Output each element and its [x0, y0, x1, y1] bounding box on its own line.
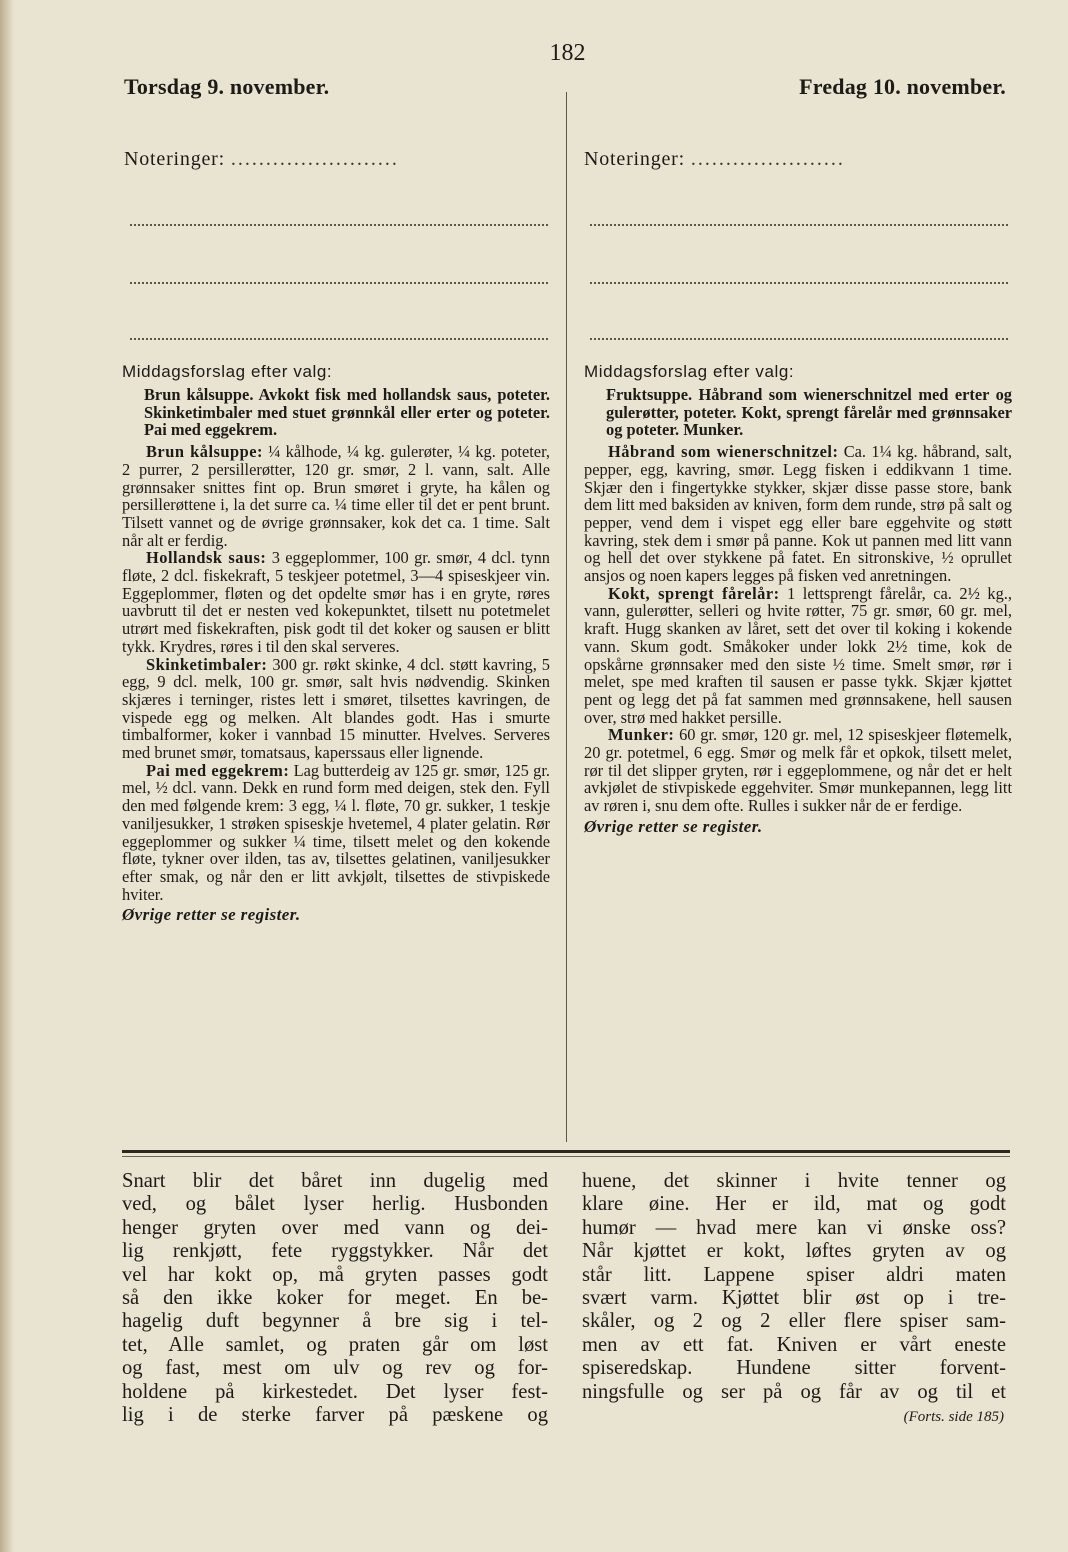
recipe-text: 300 gr. røkt skinke, 4 dcl. støtt kavring, 5 egg, 9 dcl. melk, 100 gr. smør, salt hvis nødvendig. Skinken skjæres i terninger, ristes lett i smøret, tilsettes kavringen, de vispede egg og melken. Alt blandes godt. Has i smurte timbalformer, koker i vannbad 15 minutter. Hvelves. Serveres med brunet smør, tomatsaus, kaperssaus eller lignende.: [122, 654, 551, 763]
story-line: står litt. Lappene spiser aldri maten: [582, 1263, 1006, 1286]
story-right-column: [582, 1170, 1006, 1429]
story-line: Når kjøttet er kokt, løftes gryten av og: [582, 1240, 1006, 1263]
left-dinner-suggestions: [122, 362, 550, 925]
story-line: lig i de sterke farver på pæskene og: [122, 1404, 548, 1427]
story-left-column: [122, 1170, 548, 1427]
recipe-name: Munker:: [608, 725, 675, 745]
recipe-brun-kalsuppe: [122, 443, 550, 549]
recipe-text: Lag butterdeig av 125 gr. smør, 125 gr. mel, ½ dcl. vann. Dekk en rund form med deigen, stek den. Fyll den med følgende krem: 3 egg, ¼ l. fløte, 70 gr. sukker, 1 teskje vaniljesukker, 1 strøken spiseskje hvetemel, 4 plater gelatin. Rør eggeplommer og sukker ¼ time, tilsett melet og den kokende fløte, tykner over ilden, tas av, tilsettes gelatinen, vaniljesukker efter smak, og når den er litt avkjølt, tilsettes de stivpiskede hviter.: [122, 760, 550, 904]
story-line: klare øine. Her er ild, mat og godt: [582, 1193, 1006, 1216]
story-line: Snart blir det båret inn dugelig med: [122, 1170, 548, 1192]
right-notes-line-1: [590, 224, 1008, 226]
left-notes-line-3: [130, 338, 548, 340]
right-see-register-note: Øvrige retter se register.: [584, 816, 763, 836]
story-line: ved, og bålet lyser herlig. Husbonden: [122, 1193, 548, 1216]
story-line: skåler, og 2 og 2 eller flere spiser sam-: [582, 1310, 1006, 1333]
story-line: huene, det skinner i hvite tenner og: [582, 1170, 1006, 1192]
right-notes-label-text: Noteringer:: [584, 148, 685, 170]
story-line: lig renkjøtt, fete ryggstykker. Når det: [122, 1240, 548, 1263]
right-dinner-suggestions: [584, 362, 1012, 837]
left-suggestions-heading: Middagsforslag efter valg:: [122, 362, 333, 381]
recipe-text: 60 gr. smør, 120 gr. mel, 12 spiseskjeer fløtemelk, 20 gr. potetmel, 6 egg. Smør og melk får et opkok, tilsett melet, rør til det slipper gryten, rør i eggeplommene, og når det er helt avkjølet de stivpiskede eggehviter. Smør munkepannen, legg litt av røren i, snu dem ofte. Rulles i sukker når de er ferdige.: [584, 725, 1012, 816]
recipe-text: 1 lettsprengt fårelår, ca. 2½ kg., vann, gulerøtter, selleri og hvite røtter, 75 gr. smør, 60 gr. mel, kraft. Hugg skanken av låret, sett det over til koking i kokende vann. Skum godt. Småkoker under lokk 2½ time, kok de opskårne grønnsaker med den siste ½ time. Smelt smør, rør i melet, spe med kraften til sausen er passe tykk. Skjær kjøttet pent og legg det på fat sammen med grønnsakene, hell sausen over, strø med hakket persille.: [584, 583, 1012, 727]
recipe-name: Pai med eggekrem:: [146, 760, 290, 780]
column-divider: [566, 92, 567, 1142]
left-notes-line-2: [130, 282, 548, 284]
recipe-habrand-wienerschnitzel: [584, 443, 1012, 585]
right-suggestions-heading: Middagsforslag efter valg:: [584, 362, 795, 381]
left-see-register-note: Øvrige retter se register.: [122, 905, 301, 925]
page-number: 182: [549, 40, 586, 66]
right-menu-summary: Fruktsuppe. Håbrand som wienerschnitzel med erter og gulerøtter, poteter. Kokt, sprengt fårelår med grønnsaker og poteter. Munker.: [606, 385, 1012, 440]
story-line: og fast, mest om ulv og rev og for-: [122, 1357, 548, 1380]
story-line: holdene på kirkestedet. Det lyser fest-: [122, 1380, 548, 1403]
recipe-kokt-sprengt-farelar: [584, 585, 1012, 727]
recipe-hollandsk-saus: [122, 549, 550, 655]
left-day-column: [124, 74, 552, 340]
recipe-text: 3 eggeplommer, 100 gr. smør, 4 dcl. tynn fløte, 2 dcl. fiskekraft, 5 teskjeer potetmel, 3—4 spiseskjeer vin. Eggeplommer, fløten og det opdelte smør has i en gryte, røres uavbrutt til det er nesten ved kokepunktet, tilsett nu potetmelet utrørt med fiskekraften, pisk godt til det koker og sausen er blitt tykk. Krydres, røres i til den skal serveres.: [122, 548, 550, 656]
story-line: så den ikke koker for meget. En be-: [122, 1287, 548, 1310]
recipe-text: ¼ kålhode, ¼ kg. gulerøter, ¼ kg. poteter, 2 purrer, 2 persillerøtter, 120 gr. smør, 2 l. vann, salt. Alle grønnsaker snittes fint op. Brun smøret i gryte, ha kålen og persillerøttene i, la det surre ca. ¼ time eller til det er pent brunt. Tilsett vannet og de øvrige grønnsaker, kok det ca. 1 time. Salt når alt er ferdig.: [122, 442, 550, 550]
story-line: spiseredskap. Hundene sitter forvent-: [582, 1357, 1006, 1380]
left-day-title: Torsdag 9. november.: [124, 74, 330, 99]
recipe-pai-med-eggekrem: [122, 762, 550, 904]
right-notes-line-2: [590, 282, 1008, 284]
recipe-munker: [584, 726, 1012, 815]
recipe-name: Brun kålsuppe:: [146, 442, 263, 462]
story-line: humør — hvad mere kan vi ønske oss?: [582, 1216, 1006, 1239]
left-notes-line-1: [130, 224, 548, 226]
left-notes-label: [124, 148, 552, 182]
recipe-name: Håbrand som wienerschnitzel:: [608, 442, 839, 462]
story-line: ningsfulle og ser på og får av og til et: [582, 1380, 1006, 1403]
recipe-text: Ca. 1¼ kg. håbrand, salt, pepper, egg, kavring, smør. Legg fisken i eddikvann 1 time. Skjær den i fingertykke stykker, skjær disse passe store, bank dem litt med baksiden av kniven, form dem runde, strø på salt og pepper, vend dem i vispet egg eller bare eggehvite og støtt kavring, stek dem i smør på panne. Kok ut pannen med litt vann og hell det over stykkene på fatet. En sitronskive, ½ oprullet ansjos og noen kapers legges på fisken ved anretningen.: [584, 442, 1012, 586]
left-menu-summary: Brun kålsuppe. Avkokt fisk med hollandsk saus, poteter. Skinketimbaler med stuet grønnkål eller erter og poteter. Pai med eggekrem.: [144, 385, 550, 440]
right-day-column: [584, 74, 1012, 340]
right-day-title: Fredag 10. november.: [799, 74, 1006, 99]
recipe-name: Hollandsk saus:: [146, 548, 267, 568]
story-line: tet, Alle samlet, og praten går om løst: [122, 1333, 548, 1356]
recipe-name: Skinketimbaler:: [146, 654, 268, 674]
left-notes-label-text: Noteringer:: [124, 148, 225, 170]
story-line: vel har kokt op, må gryten passes godt: [122, 1263, 548, 1286]
right-notes-dots: ......................: [690, 148, 845, 170]
continued-note: (Forts. side 185): [903, 1409, 1004, 1426]
page-binding-shadow: [0, 0, 14, 1552]
story-separator-rule-thin: [122, 1156, 1010, 1157]
recipe-name: Kokt, sprengt fårelår:: [608, 583, 780, 603]
story-line: svært varm. Kjøttet blir øst op i tre-: [582, 1287, 1006, 1310]
right-notes: [584, 148, 1012, 340]
story-line: men av ett fat. Kniven er vårt eneste: [582, 1333, 1006, 1356]
right-notes-label: [584, 148, 1012, 182]
story-line: henger gryten over med vann og dei-: [122, 1216, 548, 1239]
left-notes-dots: ........................: [230, 148, 399, 170]
story-separator-rule: [122, 1150, 1010, 1153]
story-line: hagelig duft begynner å bre sig i tel-: [122, 1310, 548, 1333]
right-notes-line-3: [590, 338, 1008, 340]
recipe-skinketimbaler: [122, 656, 550, 762]
left-notes: [124, 148, 552, 340]
